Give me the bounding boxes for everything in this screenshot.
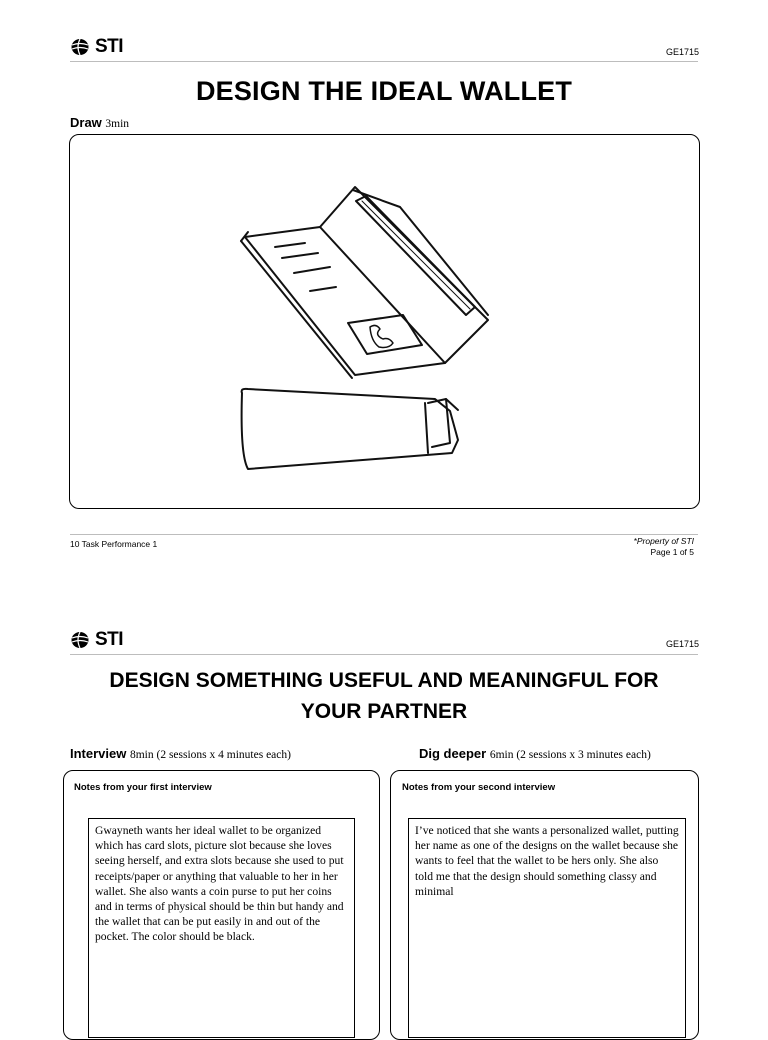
header-divider	[70, 61, 698, 62]
interview-label	[70, 746, 291, 761]
draw-time: 3min	[105, 118, 130, 130]
sti-logo-2	[70, 629, 123, 651]
draw-label-text: Draw	[70, 115, 102, 130]
drawing-box	[69, 134, 700, 509]
interview-label-text: Interview	[70, 746, 127, 761]
footer-task: 10 Task Performance 1	[70, 539, 158, 549]
second-notes-text[interactable]: I’ve noticed that she wants a personalized wallet, putting her name as one of the designs on the wallet because she wants to feel that the wallet to be hers only. She also told me that the design should something classy and minimal	[408, 818, 686, 1038]
globe-logo-icon	[70, 38, 92, 56]
draw-label	[70, 115, 129, 130]
globe-logo-icon	[70, 631, 92, 649]
page-title: DESIGN THE IDEAL WALLET	[195, 76, 573, 106]
course-code-2: GE1715	[666, 639, 700, 649]
wallet-sketch-icon	[70, 135, 701, 510]
footer-property: *Property of STI	[633, 536, 694, 546]
title-line-1: DESIGN SOMETHING USEFUL AND MEANINGFUL FOR	[109, 669, 659, 692]
first-notes-text[interactable]: Gwayneth wants her ideal wallet to be organized which has card slots, picture slot because she loves seeing herself, and extra slots because she used to put receipts/paper or anything that valuable to her in her wallet. She also wants a coin purse to put her coins and in terms of physical should be thin but handy and the wallet that can be put easily in and out of the pocket. The color should be black.	[88, 818, 355, 1038]
sti-logo	[70, 36, 123, 58]
first-notes-label: Notes from your first interview	[74, 782, 212, 793]
interview-time: 8min (2 sessions x 4 minutes each)	[129, 749, 291, 761]
second-notes-label: Notes from your second interview	[402, 782, 556, 793]
title-line-2: YOUR PARTNER	[300, 700, 468, 723]
footer-divider	[70, 534, 698, 535]
dig-label-text: Dig deeper	[419, 746, 487, 761]
footer-page: Page 1 of 5	[650, 547, 694, 557]
logo-text: STI	[95, 36, 124, 57]
page-title-2	[60, 665, 708, 727]
dig-time: 6min (2 sessions x 3 minutes each)	[489, 749, 651, 761]
course-code: GE1715	[666, 47, 700, 57]
logo-text-2: STI	[95, 629, 124, 650]
header-divider-2	[70, 654, 698, 655]
dig-deeper-label	[419, 746, 651, 761]
footer-info	[560, 536, 694, 558]
